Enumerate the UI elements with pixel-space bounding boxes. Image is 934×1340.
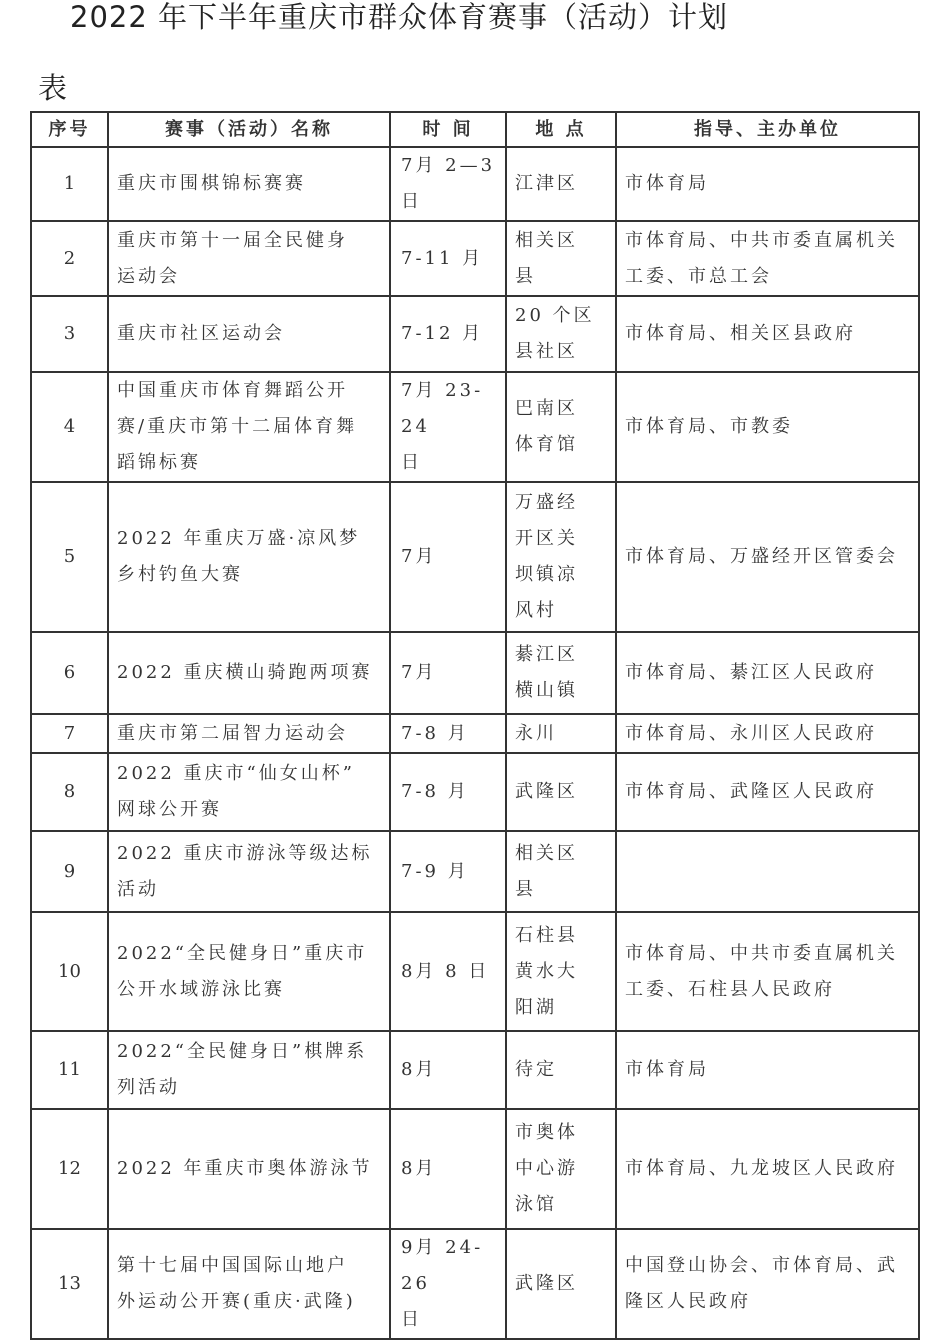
cell-event-name: 2022 重庆市“仙女山杯” 网球公开赛 [108, 753, 390, 831]
table-row [31, 1229, 919, 1339]
cell-index: 12 [31, 1109, 108, 1229]
cell-location: 万盛经 开区关 坝镇凉 风村 [506, 482, 616, 632]
cell-organizer: 市体育局 [616, 147, 919, 221]
table-row [31, 372, 919, 482]
cell-event-name: 2022“全民健身日”重庆市 公开水域游泳比赛 [108, 912, 390, 1031]
cell-organizer [616, 831, 919, 912]
cell-index: 11 [31, 1031, 108, 1109]
table-row [31, 1031, 919, 1109]
cell-time: 8月 [390, 1109, 506, 1229]
cell-index: 10 [31, 912, 108, 1031]
table-row [31, 147, 919, 221]
cell-event-name: 2022 重庆横山骑跑两项赛 [108, 632, 390, 714]
cell-event-name: 2022 年重庆万盛·凉风梦 乡村钓鱼大赛 [108, 482, 390, 632]
cell-time: 7月 23-24 日 [390, 372, 506, 482]
cell-event-name: 中国重庆市体育舞蹈公开 赛/重庆市第十二届体育舞 蹈锦标赛 [108, 372, 390, 482]
cell-event-name: 重庆市围棋锦标赛赛 [108, 147, 390, 221]
cell-location: 市奥体 中心游 泳馆 [506, 1109, 616, 1229]
table-row [31, 632, 919, 714]
cell-event-name: 重庆市第二届智力运动会 [108, 714, 390, 753]
cell-time: 7-8 月 [390, 753, 506, 831]
cell-location: 永川 [506, 714, 616, 753]
cell-event-name: 重庆市社区运动会 [108, 296, 390, 372]
document-title-continued: 表 [38, 71, 68, 105]
cell-time: 8月 [390, 1031, 506, 1109]
table-row [31, 753, 919, 831]
table-row [31, 482, 919, 632]
cell-location: 相关区 县 [506, 831, 616, 912]
cell-time: 7月 [390, 632, 506, 714]
cell-index: 4 [31, 372, 108, 482]
cell-organizer: 市体育局、九龙坡区人民政府 [616, 1109, 919, 1229]
cell-time: 7-12 月 [390, 296, 506, 372]
cell-time: 8月 8 日 [390, 912, 506, 1031]
cell-index: 6 [31, 632, 108, 714]
header-location: 地 点 [506, 112, 616, 147]
cell-organizer: 市体育局、市教委 [616, 372, 919, 482]
cell-event-name: 重庆市第十一届全民健身 运动会 [108, 221, 390, 296]
cell-index: 3 [31, 296, 108, 372]
table-row [31, 714, 919, 753]
cell-index: 8 [31, 753, 108, 831]
header-time: 时 间 [390, 112, 506, 147]
cell-index: 9 [31, 831, 108, 912]
table-row [31, 831, 919, 912]
cell-location: 綦江区 横山镇 [506, 632, 616, 714]
document-title: 2022 年下半年重庆市群众体育赛事（活动）计划 [70, 0, 729, 34]
table-row [31, 1109, 919, 1229]
cell-event-name: 第十七届中国国际山地户 外运动公开赛(重庆·武隆) [108, 1229, 390, 1339]
event-plan-table [30, 111, 920, 1340]
cell-time: 7月 [390, 482, 506, 632]
cell-organizer: 市体育局、相关区县政府 [616, 296, 919, 372]
cell-event-name: 2022“全民健身日”棋牌系 列活动 [108, 1031, 390, 1109]
table-row [31, 221, 919, 296]
cell-organizer: 市体育局、永川区人民政府 [616, 714, 919, 753]
cell-index: 5 [31, 482, 108, 632]
cell-location: 巴南区 体育馆 [506, 372, 616, 482]
cell-location: 20 个区 县社区 [506, 296, 616, 372]
cell-index: 13 [31, 1229, 108, 1339]
cell-organizer: 市体育局、中共市委直属机关 工委、市总工会 [616, 221, 919, 296]
cell-time: 7-11 月 [390, 221, 506, 296]
cell-organizer: 市体育局、綦江区人民政府 [616, 632, 919, 714]
cell-time: 9月 24-26 日 [390, 1229, 506, 1339]
cell-organizer: 市体育局、武隆区人民政府 [616, 753, 919, 831]
cell-location: 武隆区 [506, 1229, 616, 1339]
cell-time: 7-8 月 [390, 714, 506, 753]
cell-organizer: 市体育局、中共市委直属机关 工委、石柱县人民政府 [616, 912, 919, 1031]
cell-location: 江津区 [506, 147, 616, 221]
cell-index: 7 [31, 714, 108, 753]
header-event-name: 赛事（活动）名称 [108, 112, 390, 147]
cell-organizer: 市体育局 [616, 1031, 919, 1109]
cell-organizer: 市体育局、万盛经开区管委会 [616, 482, 919, 632]
header-index: 序号 [31, 112, 108, 147]
cell-time: 7月 2—3 日 [390, 147, 506, 221]
cell-event-name: 2022 重庆市游泳等级达标 活动 [108, 831, 390, 912]
cell-location: 石柱县 黄水大 阳湖 [506, 912, 616, 1031]
cell-location: 武隆区 [506, 753, 616, 831]
table-header-row [31, 112, 919, 147]
cell-time: 7-9 月 [390, 831, 506, 912]
cell-location: 待定 [506, 1031, 616, 1109]
cell-organizer: 中国登山协会、市体育局、武 隆区人民政府 [616, 1229, 919, 1339]
cell-event-name: 2022 年重庆市奥体游泳节 [108, 1109, 390, 1229]
cell-index: 1 [31, 147, 108, 221]
table-row [31, 296, 919, 372]
cell-index: 2 [31, 221, 108, 296]
table-row [31, 912, 919, 1031]
cell-location: 相关区 县 [506, 221, 616, 296]
header-organizer: 指导、主办单位 [616, 112, 919, 147]
